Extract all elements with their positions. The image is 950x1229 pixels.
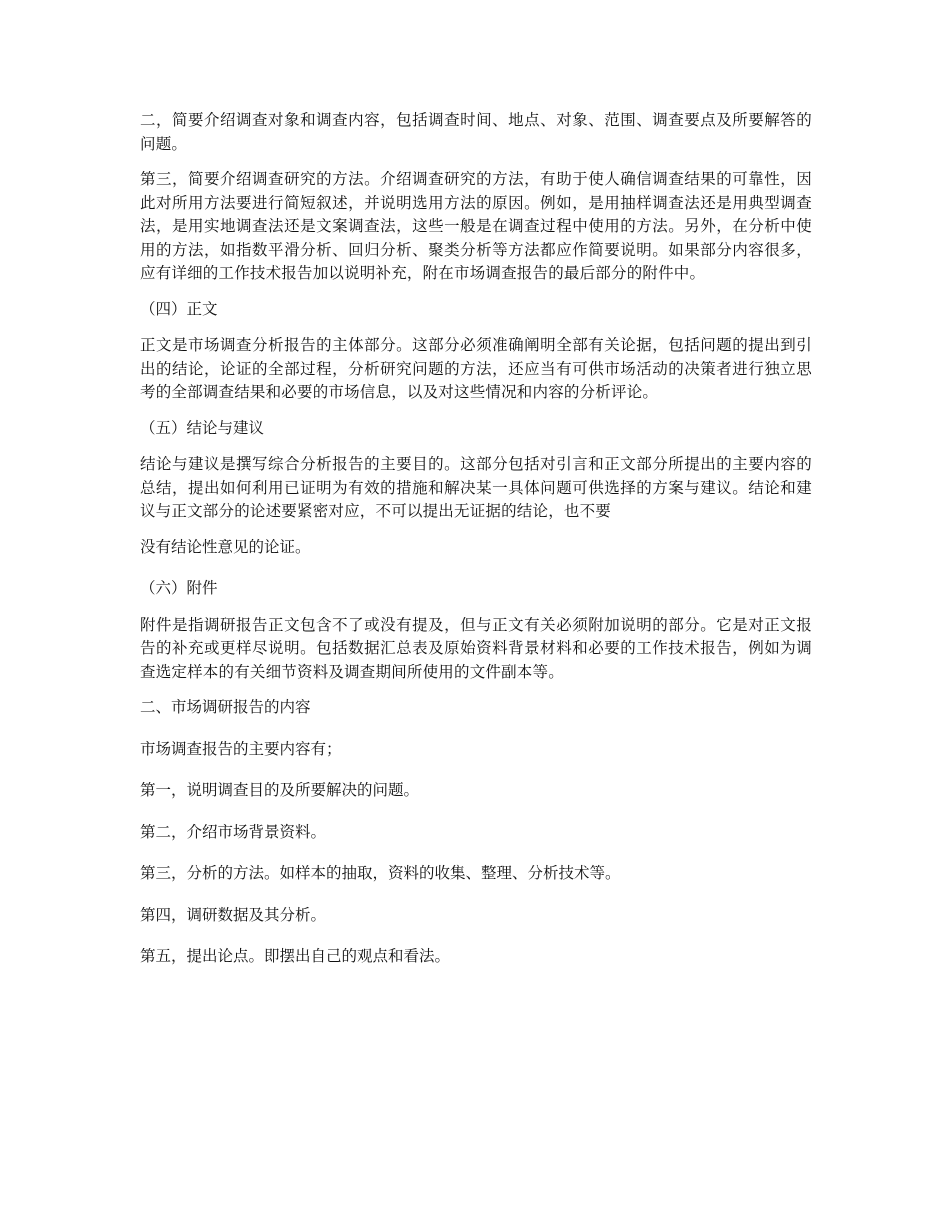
section-heading-report-content: 二、市场调研报告的内容 xyxy=(140,698,311,716)
paragraph-survey-method: 第三，简要介绍调查研究的方法。介绍调查研究的方法，有助于使人确信调查结果的可靠性，因此对所用方法要进行简短叙述，并说明选用方法的原因。例如，是用抽样调查法还是用典型调查法，是用实地调查法还是文案调查法，这些一般是在调查过程中使用的方法。另外，在分析中使用的方法，如指数平滑分析、回归分析、聚类分析等方法都应作简要说明。如果部分内容很多，应有详细的工作技术报告加以说明补充，附在市场调查报告的最后部分的附件中。 xyxy=(140,170,812,282)
paragraph-survey-object: 二，简要介绍调查对象和调查内容，包括调查时间、地点、对象、范围、调查要点及所要解答的问题。 xyxy=(140,111,812,153)
list-item: 第四，调研数据及其分析。 xyxy=(140,905,327,924)
list-item: 第三，分析的方法。如样本的抽取，资料的收集、整理、分析技术等。 xyxy=(140,864,621,882)
list-item: 第二，介绍市场背景资料。 xyxy=(140,822,327,841)
paragraph-conclusion: 结论与建议是撰写综合分析报告的主要目的。这部分包括对引言和正文部分所提出的主要内容的总结，提出如何利用已证明为有效的措施和解决某一具体问题可供选择的方案与建议。结论和建议与正文部分的论述要紧密对应，不可以提出无证据的结论，也不要 xyxy=(140,455,812,520)
section-heading-main-text: （四）正文 xyxy=(140,299,218,318)
paragraph-main-text: 正文是市场调查分析报告的主体部分。这部分必须准确阐明全部有关论据，包括问题的提出到引出的结论，论证的全部过程，分析研究问题的方法，还应当有可供市场活动的决策者进行独立思考的全部调查结果和必要的市场信息，以及对这些情况和内容的分析评论。 xyxy=(140,336,812,401)
list-item: 第一，说明调查目的及所要解决的问题。 xyxy=(140,781,420,799)
list-item: 第五，提出论点。即摆出自己的观点和看法。 xyxy=(140,947,451,965)
section-heading-appendix: （六）附件 xyxy=(140,579,218,597)
list-intro: 市场调查报告的主要内容有； xyxy=(140,739,342,758)
paragraph-appendix: 附件是指调研报告正文包含不了或没有提及，但与正文有关必须附加说明的部分。它是对正文报告的补充或更样尽说明。包括数据汇总表及原始资料背景材料和必要的工作技术报告，例如为调查选定样本的有关细节资料及调查期间所使用的文件副本等。 xyxy=(140,615,812,681)
document-page xyxy=(140,109,812,987)
paragraph-conclusion-continued: 没有结论性意见的论证。 xyxy=(140,537,311,556)
section-heading-conclusion: （五）结论与建议 xyxy=(140,418,265,437)
